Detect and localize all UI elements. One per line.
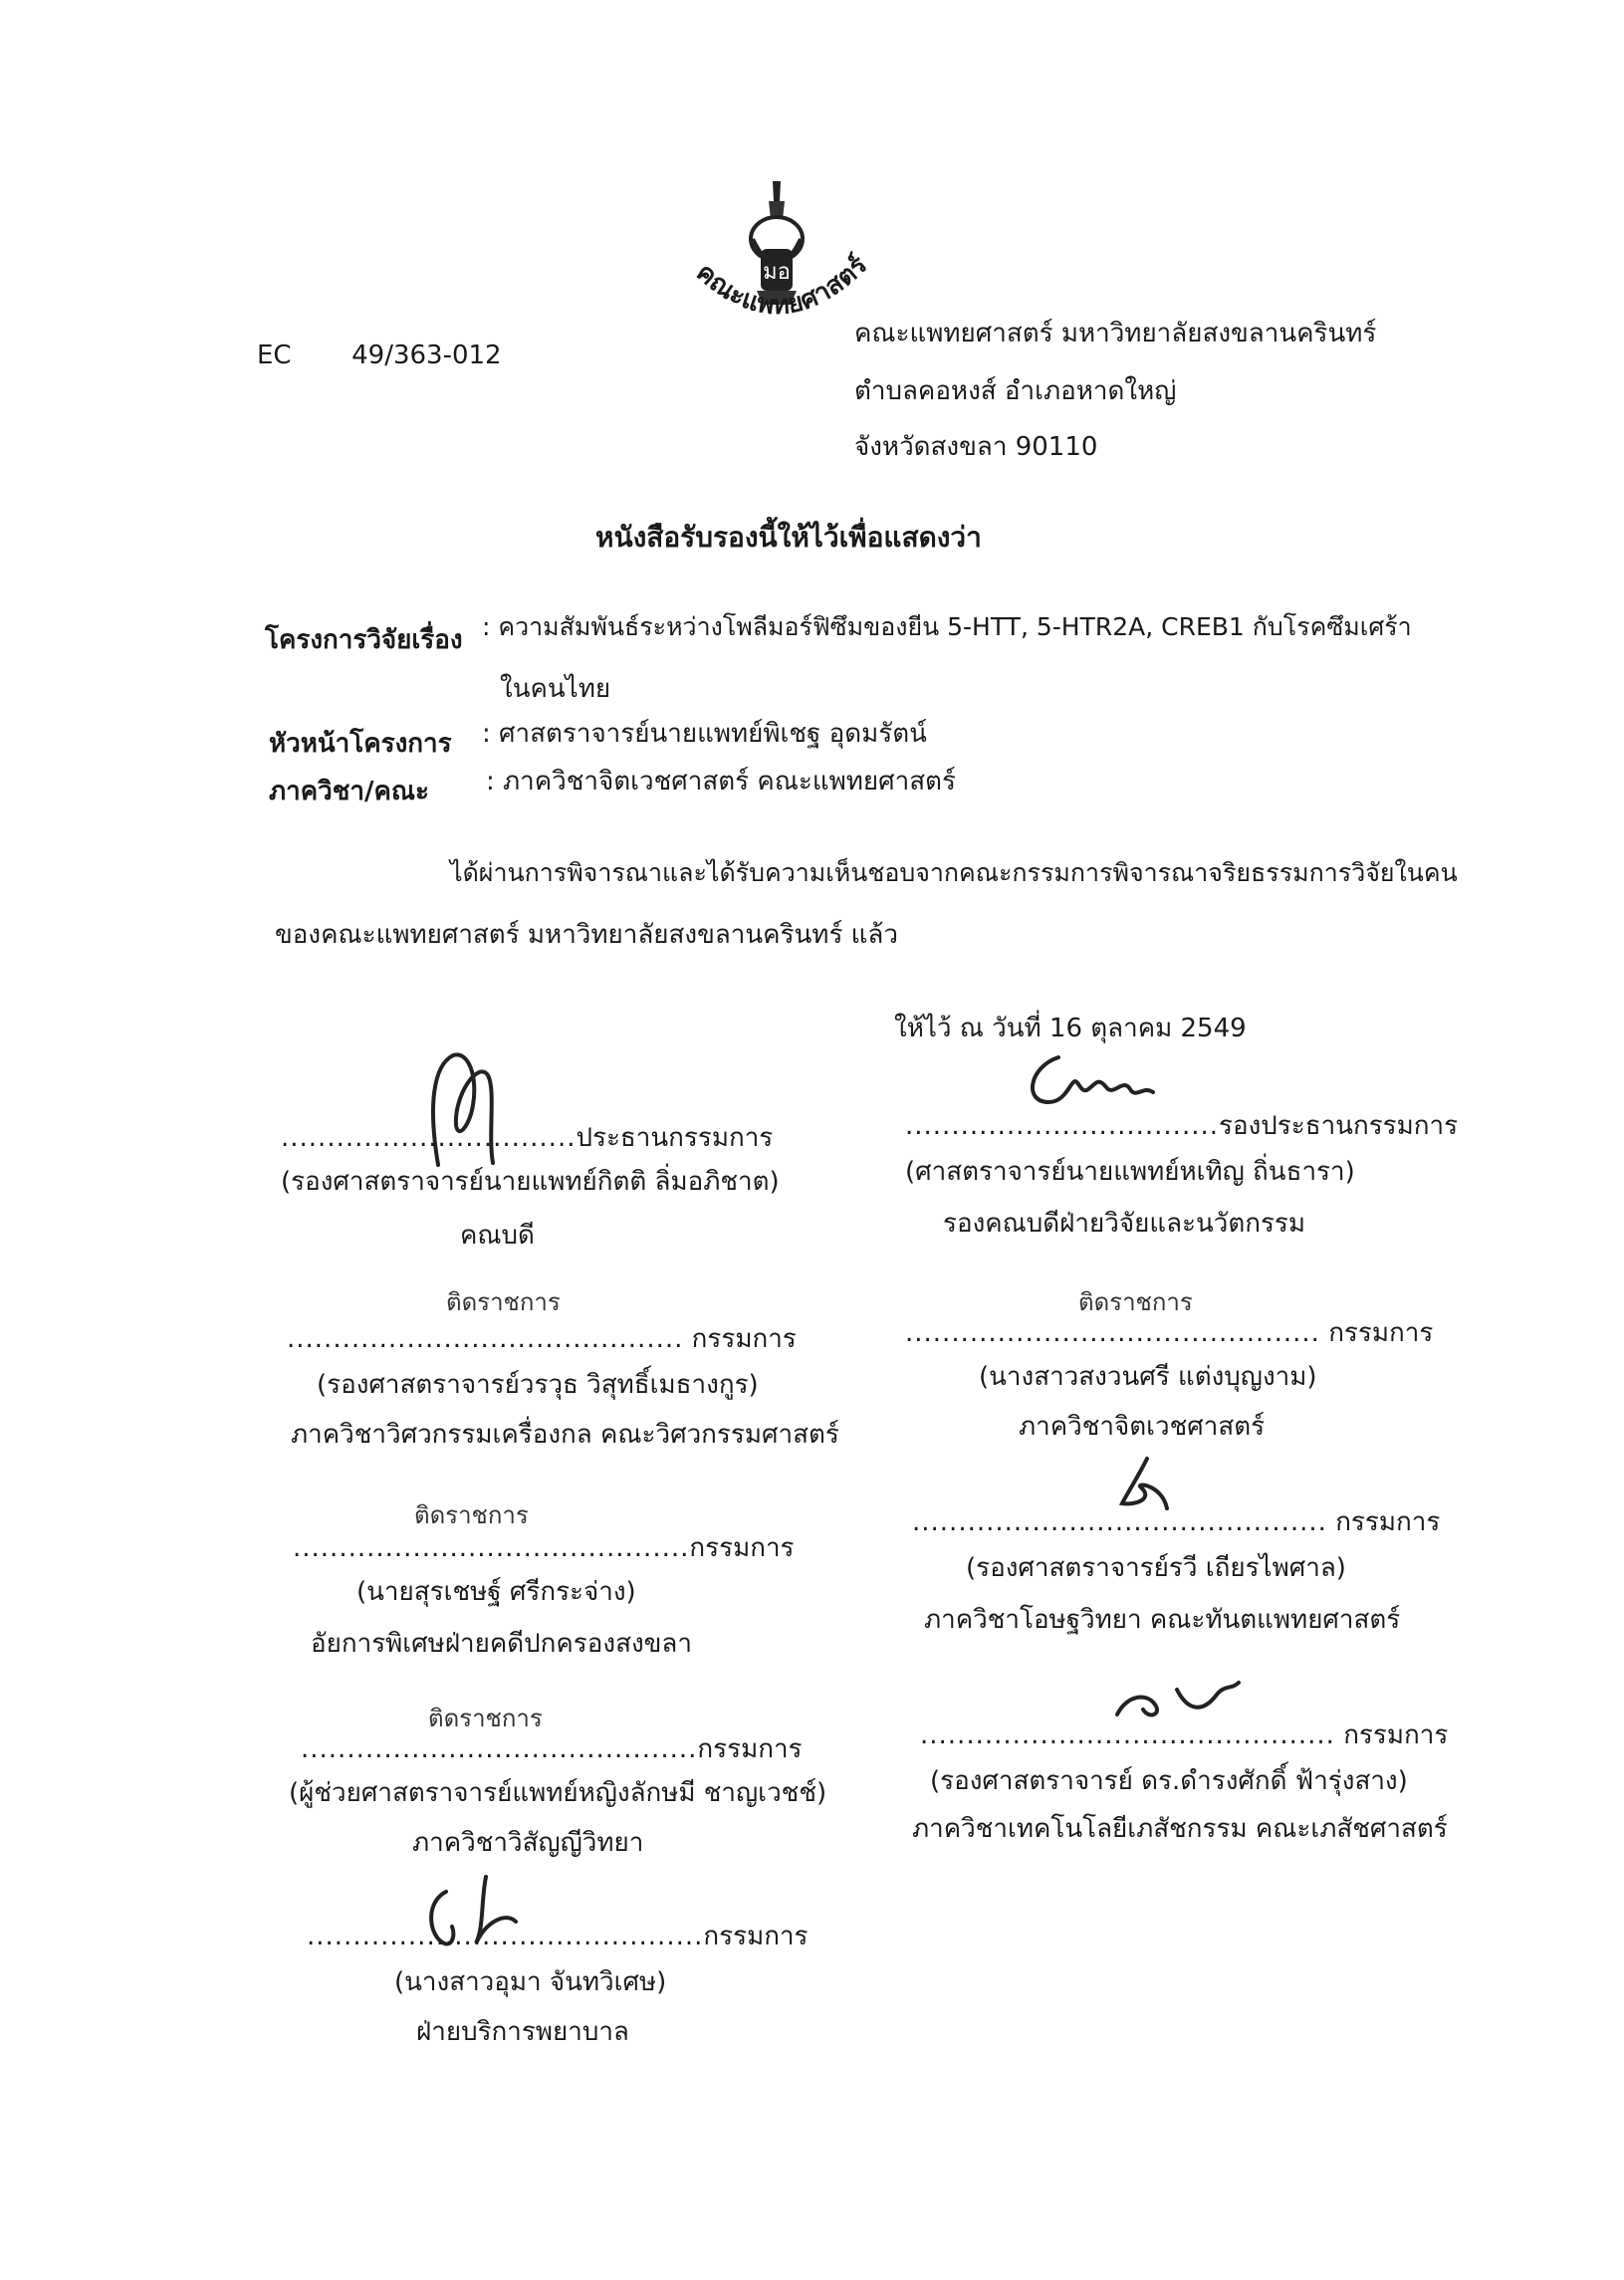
vice-chair-name: (ศาสตราจารย์นายแพทย์หเทิญ ถิ่นธารา) (905, 1157, 1355, 1187)
ec-label: EC (257, 341, 292, 370)
left-2-name: (นายสุรเชษฐ์ ศรีกระจ่าง) (356, 1577, 636, 1607)
left-3-absent-note: ติดราชการ (428, 1705, 543, 1732)
statement-line-1: ได้ผ่านการพิจารณาและได้รับความเห็นชอบจากคณะกรรมการพิจารณาจริยธรรมการวิจัยในคน (450, 858, 1458, 887)
left-1-role: กรรมการ (691, 1324, 797, 1354)
signatory-left-1: ติดราชการ ........................................... กรรมการ (รองศาสตราจารย์วรวุธ วิสุทธิ์เมธางกูร) ภาควิชาวิศวกรรมเครื่องกล คณะวิศวกรรมศาสตร์ (279, 1282, 836, 1462)
left-1-absent-note: ติดราชการ (446, 1288, 561, 1316)
project-title-value: : ความสัมพันธ์ระหว่างโพลีมอร์ฟิซึมของยีน 5-HTT, 5-HTR2A, CREB1 กับโรคซึมเศร้า (482, 612, 1412, 641)
signatory-left-3: ติดราชการ ...........................................กรรมการ (ผู้ช่วยศาสตราจารย์แพทย์หญิงลักษมี ชาญเวชช์) ภาควิชาวิสัญญีวิทยา (289, 1699, 846, 1878)
left-1-position: ภาควิชาวิศวกรรมเครื่องกล คณะวิศวกรรมศาสตร์ (291, 1420, 839, 1450)
right-1-role: กรรมการ (1328, 1318, 1434, 1348)
address-line-1: คณะแพทยศาสตร์ มหาวิทยาลัยสงขลานครินทร์ (854, 319, 1377, 348)
ec-number: 49/363-012 (351, 341, 502, 370)
department-value: : ภาควิชาจิตเวชศาสตร์ คณะแพทยศาสตร์ (486, 767, 956, 797)
right-3-position: ภาควิชาเทคโนโลยีเภสัชกรรม คณะเภสัชศาสตร์ (912, 1814, 1448, 1844)
svg-text:มอ: มอ (763, 260, 791, 285)
chair-role: ประธานกรรมการ (576, 1123, 774, 1153)
svg-text:คณะแพทยศาสตร์ (690, 250, 873, 322)
signatory-vice-chair: ..................................รองประธานกรรมการ (ศาสตราจารย์นายแพทย์หเทิญ ถิ่นธารา) รองคณบดีฝ่ายวิจัยและนวัตกรรม (901, 1045, 1459, 1245)
seal-faculty-text: คณะแพทยศาสตร์ (690, 250, 874, 322)
signatory-left-2: ติดราชการ ...........................................กรรมการ (นายสุรเชษฐ์ ศรีกระจ่าง) อัยการพิเศษฝ่ายคดีปกครองสงขลา (289, 1495, 826, 1675)
right-1-absent-note: ติดราชการ (1078, 1288, 1193, 1316)
left-2-position: อัยการพิเศษฝ่ายคดีปกครองสงขลา (311, 1629, 692, 1659)
principal-investigator-value: : ศาสตราจารย์นายแพทย์พิเชฐ อุดมรัตน์ (482, 719, 927, 749)
vice-chair-role: รองประธานกรรมการ (1219, 1111, 1459, 1141)
right-2-role: กรรมการ (1335, 1507, 1441, 1537)
left-4-role: กรรมการ (703, 1922, 809, 1951)
left-3-position: ภาควิชาวิสัญญีวิทยา (412, 1828, 644, 1858)
ec-reference (257, 341, 502, 371)
department-label: ภาควิชา/คณะ (269, 777, 429, 806)
chair-name: (รองศาสตราจารย์นายแพทย์กิตติ ลิ่มอภิชาต) (281, 1167, 780, 1197)
signatory-left-4: ...........................................กรรมการ (นางสาวอุมา จันทวิเศษ) ฝ่ายบริการพยาบาล (299, 1872, 836, 2051)
left-4-name: (นางสาวอุมา จันทวิเศษ) (394, 1967, 667, 1997)
right-3-role: กรรมการ (1343, 1720, 1449, 1750)
right-1-position: ภาควิชาจิตเวชศาสตร์ (1019, 1412, 1266, 1442)
signatory-right-3: ............................................. กรรมการ (รองศาสตราจารย์ ดร.ดำรงศักดิ์ ฟ้ารุ่งสาง) ภาควิชาเทคโนโลยีเภสัชกรรม คณะเภสัชศาสตร์ (908, 1675, 1486, 1854)
project-title-label: โครงการวิจัยเรื่อง (265, 625, 463, 655)
right-2-position: ภาควิชาโอษฐวิทยา คณะทันตแพทยศาสตร์ (924, 1605, 1401, 1635)
left-4-position: ฝ่ายบริการพยาบาล (416, 2017, 629, 2047)
address-line-3: จังหวัดสงขลา 90110 (854, 432, 1098, 462)
right-1-name: (นางสาวสงวนศรี แต่งบุญงาม) (979, 1362, 1317, 1392)
issue-date: ให้ไว้ ณ วันที่ 16 ตุลาคม 2549 (894, 1014, 1247, 1043)
left-1-name: (รองศาสตราจารย์วรวุธ วิสุทธิ์เมธางกูร) (317, 1370, 759, 1400)
chair-position: คณบดี (460, 1221, 535, 1251)
signatory-right-1: ติดราชการ ............................................. กรรมการ (นางสาวสงวนศรี แต่งบุญงาม) ภาควิชาจิตเวชศาสตร์ (901, 1282, 1459, 1462)
right-3-name: (รองศาสตราจารย์ ดร.ดำรงศักดิ์ ฟ้ารุ่งสาง) (930, 1766, 1408, 1796)
certificate-title: หนังสือรับรองนี้ให้ไว้เพื่อแสดงว่า (595, 521, 982, 554)
vice-chair-position: รองคณบดีฝ่ายวิจัยและนวัตกรรม (943, 1209, 1306, 1239)
signatory-right-2: ............................................. กรรมการ (รองศาสตราจารย์รวี เถียรไพศาล) ภาควิชาโอษฐวิทยา คณะทันตแพทยศาสตร์ (908, 1454, 1466, 1653)
right-2-name: (รองศาสตราจารย์รวี เถียรไพศาล) (966, 1553, 1346, 1583)
statement-line-2: ของคณะแพทยศาสตร์ มหาวิทยาลัยสงขลานครินทร์ แล้ว (275, 920, 898, 950)
left-3-name: (ผู้ช่วยศาสตราจารย์แพทย์หญิงลักษมี ชาญเวชช์) (289, 1778, 827, 1808)
left-3-role: กรรมการ (697, 1734, 803, 1764)
project-title-value-cont: ในคนไทย (500, 674, 611, 704)
left-2-role: กรรมการ (689, 1533, 795, 1563)
principal-investigator-label: หัวหน้าโครงการ (269, 729, 452, 759)
left-2-absent-note: ติดราชการ (414, 1501, 529, 1529)
signatory-chair: ................................ประธานกรรมการ (รองศาสตราจารย์นายแพทย์กิตติ ลิ่มอภิชาต) คณบดี (269, 1045, 807, 1245)
address-line-2: ตำบลคอหงส์ อำเภอหาดใหญ่ (854, 376, 1177, 406)
faculty-seal-logo (687, 179, 874, 339)
